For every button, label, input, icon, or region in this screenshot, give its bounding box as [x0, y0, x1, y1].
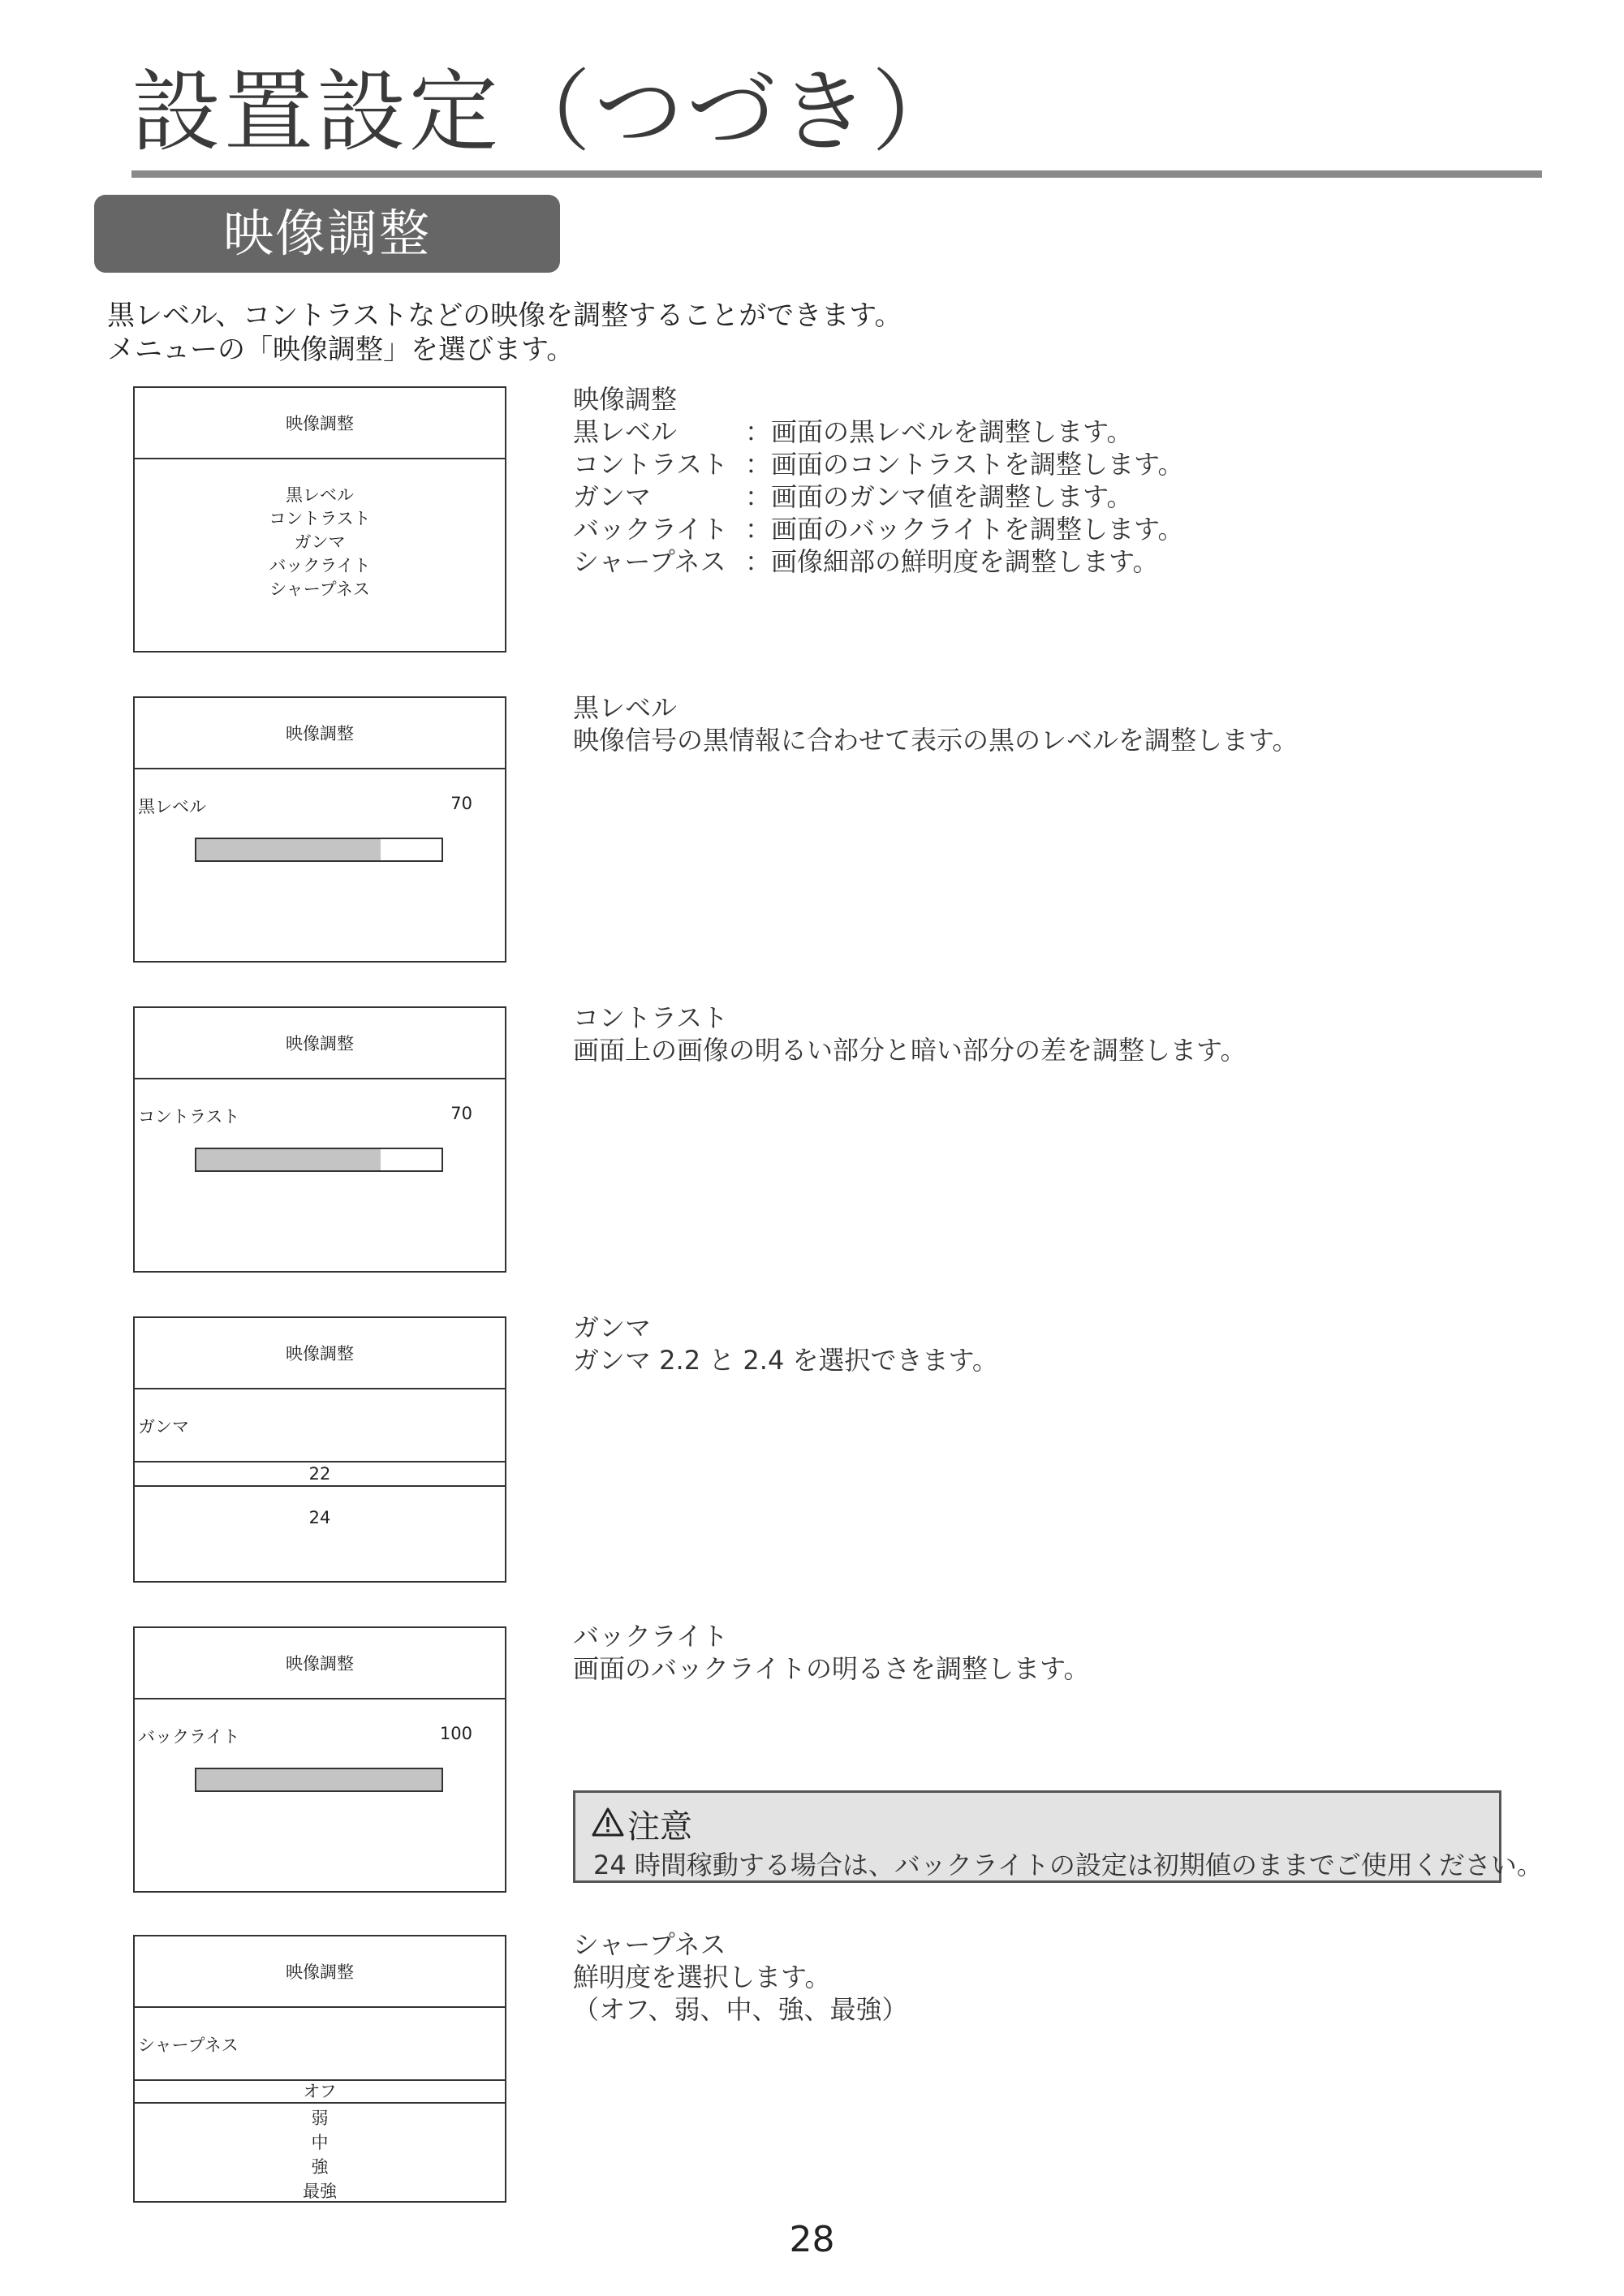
panel-title: 映像調整: [135, 1008, 505, 1079]
menu-item-sharpness[interactable]: シャープネス: [269, 579, 370, 599]
black-level-slider[interactable]: [195, 838, 443, 862]
panel-title: 映像調整: [135, 1318, 505, 1389]
desc-heading: シャープネス: [573, 1929, 726, 1960]
backlight-value: 100: [439, 1724, 472, 1743]
desc-heading: コントラスト: [573, 1002, 729, 1033]
menu-item-contrast[interactable]: コントラスト: [269, 509, 371, 528]
intro-text: [107, 299, 902, 367]
gamma-option-selected[interactable]: 22: [133, 1461, 506, 1487]
desc-text: 映像信号の黒情報に合わせて表示の黒のレベルを調整します。: [573, 725, 1299, 756]
contrast-row: [138, 1104, 505, 1128]
desc-row: バックライト ：画面のバックライトを調整します。: [573, 514, 1184, 545]
caution-box: [573, 1790, 1543, 1883]
menu-list: [135, 459, 505, 601]
black-level-panel: [133, 696, 506, 963]
caution-text: 24 時間稼動する場合は、バックライトの設定は初期値のままでご使用ください。: [593, 1850, 1543, 1880]
intro-line: 黒レベル、コントラストなどの映像を調整することができます。: [107, 299, 902, 332]
desc-options: （オフ、弱、中、強、最強）: [573, 1994, 908, 2025]
section-heading: [94, 195, 560, 273]
contrast-slider[interactable]: [195, 1148, 443, 1172]
menu-description: [573, 383, 1184, 578]
contrast-description: [573, 1002, 1246, 1066]
sharpness-option-selected[interactable]: オフ: [133, 2079, 506, 2104]
desc-row: 黒レベル ：画面の黒レベルを調整します。: [573, 416, 1133, 447]
gamma-option[interactable]: 24: [308, 1508, 331, 1527]
menu-item-backlight[interactable]: バックライト: [269, 556, 371, 575]
backlight-label: バックライト: [138, 1727, 240, 1747]
slider-fill: [196, 1769, 442, 1790]
desc-row: ガンマ ：画面のガンマ値を調整します。: [573, 481, 1133, 512]
black-level-value: 70: [450, 794, 472, 813]
panel-title: 映像調整: [135, 1628, 505, 1699]
intro-line: メニューの「映像調整」を選びます。: [107, 334, 575, 366]
contrast-label: コントラスト: [138, 1107, 240, 1126]
backlight-panel: [133, 1626, 506, 1893]
backlight-slider[interactable]: [195, 1768, 443, 1792]
contrast-panel: [133, 1006, 506, 1273]
caution-title: 注意: [627, 1808, 692, 1846]
panel-title: 映像調整: [135, 698, 505, 769]
sharpness-panel: [133, 1935, 506, 2203]
sharpness-option[interactable]: 強: [311, 2157, 329, 2177]
page-number: 28: [789, 2219, 835, 2260]
black-level-description: [573, 691, 1298, 756]
desc-row: シャープネス ：画像細部の鮮明度を調整します。: [573, 546, 1159, 577]
black-level-row: [138, 794, 505, 818]
gamma-description: [573, 1312, 998, 1376]
desc-row: コントラスト ：画面のコントラストを調整します。: [573, 449, 1184, 480]
menu-item-gamma[interactable]: ガンマ: [294, 532, 346, 552]
black-level-label: 黒レベル: [138, 797, 206, 816]
slider-fill: [196, 839, 381, 860]
menu-panel: [133, 386, 506, 653]
backlight-description: [573, 1620, 1089, 1685]
desc-text: ガンマ 2.2 と 2.4 を選択できます。: [573, 1345, 998, 1376]
desc-heading: 黒レベル: [573, 692, 678, 723]
desc-heading: 映像調整: [573, 384, 678, 415]
sharpness-option[interactable]: 弱: [311, 2109, 329, 2128]
title-divider: [131, 170, 1542, 178]
page-title: 設置設定（つづき）: [131, 60, 964, 164]
backlight-row: [138, 1724, 505, 1748]
contrast-value: 70: [450, 1104, 472, 1123]
menu-item-black-level[interactable]: 黒レベル: [286, 485, 354, 505]
desc-text: 画面上の画像の明るい部分と暗い部分の差を調整します。: [573, 1035, 1247, 1066]
sharpness-option[interactable]: 最強: [303, 2182, 337, 2201]
desc-heading: バックライト: [573, 1621, 729, 1652]
panel-title: 映像調整: [135, 1936, 505, 2008]
desc-text: 鮮明度を選択します。: [573, 1962, 831, 1992]
caution-heading: [592, 1801, 692, 1847]
gamma-panel: [133, 1316, 506, 1583]
sharpness-label: シャープネス: [138, 2035, 239, 2055]
sharpness-description: [573, 1928, 907, 2026]
warning-icon: [592, 1807, 624, 1846]
desc-text: 画面のバックライトの明るさを調整します。: [573, 1653, 1090, 1684]
desc-heading: ガンマ: [573, 1312, 652, 1343]
sharpness-option[interactable]: 中: [311, 2133, 329, 2152]
slider-fill: [196, 1149, 381, 1170]
section-title: 映像調整: [222, 204, 431, 263]
panel-title: 映像調整: [135, 388, 505, 459]
gamma-label: ガンマ: [138, 1417, 189, 1437]
